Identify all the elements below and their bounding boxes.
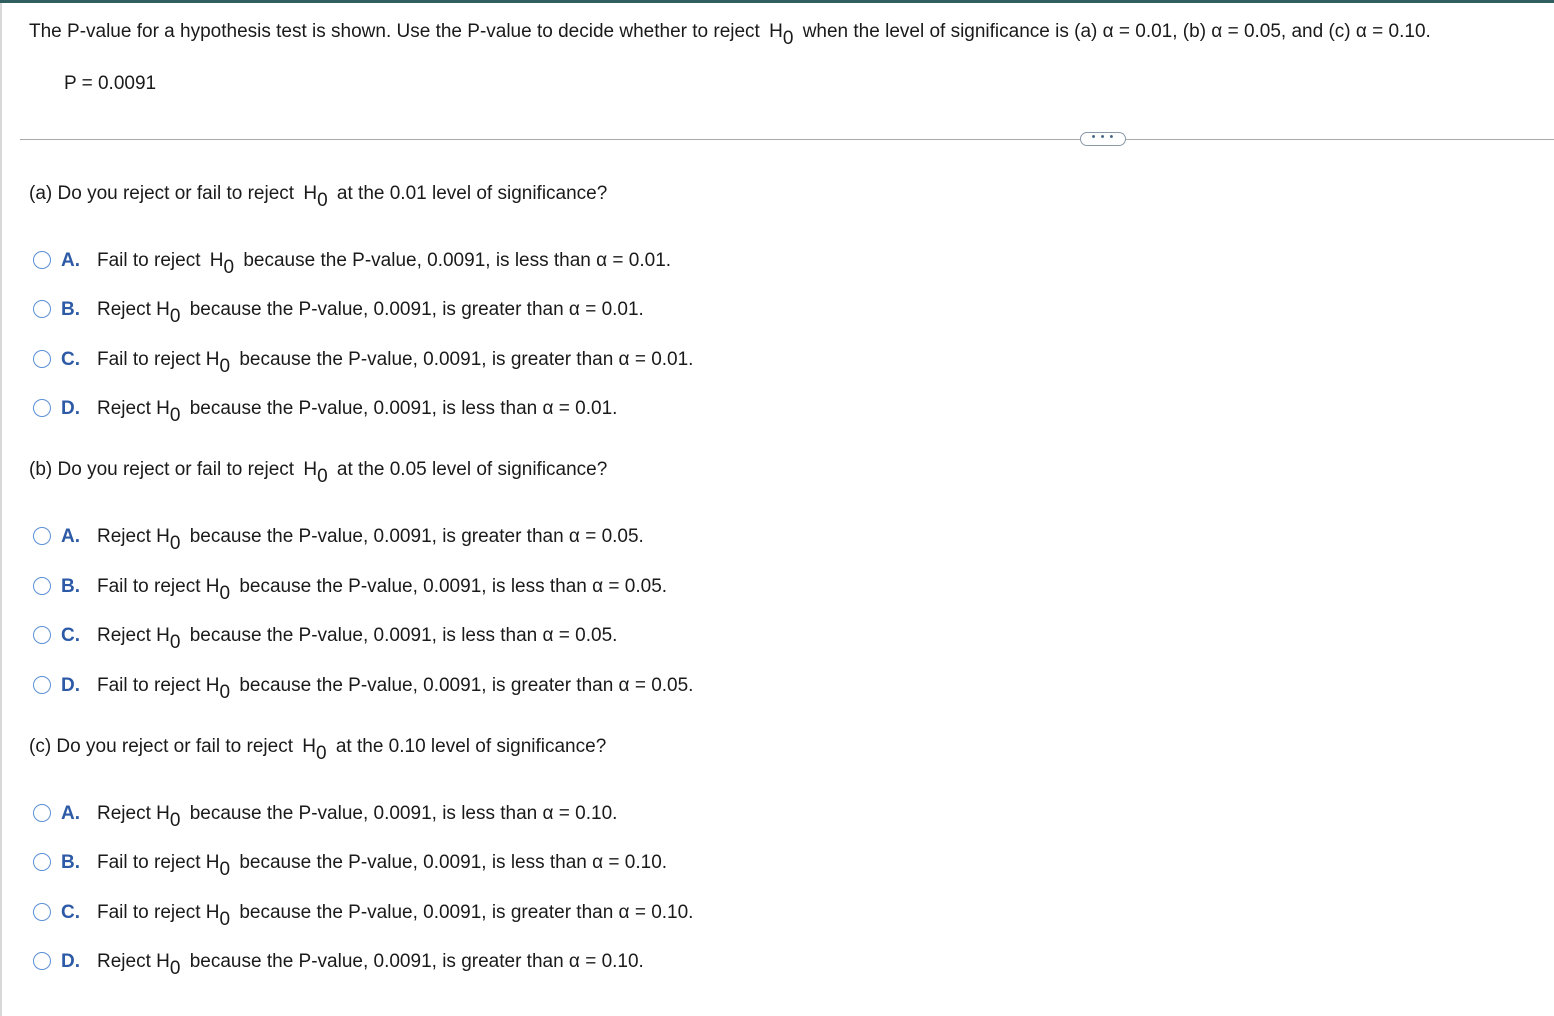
option-letter: A. xyxy=(61,526,80,547)
option-text: Fail to reject H0 because the P-value, 0.0091, is less than α = 0.05. xyxy=(97,576,668,604)
h0-symbol: H0 xyxy=(302,736,327,764)
h0-symbol: H0 xyxy=(303,459,328,487)
option-text: Reject H0 because the P-value, 0.0091, is less than α = 0.05. xyxy=(97,625,618,653)
radio-button[interactable] xyxy=(33,300,51,318)
h0-symbol: H0 xyxy=(303,183,328,211)
question-stem xyxy=(29,20,1431,49)
given-p-value: P = 0.0091 xyxy=(64,73,157,94)
radio-button[interactable] xyxy=(33,676,51,694)
option-letter: C. xyxy=(61,902,80,923)
part-c-prompt: (c) Do you reject or fail to reject H0 at the 0.10 level of significance? xyxy=(29,736,607,764)
radio-button[interactable] xyxy=(33,853,51,871)
option-text: Fail to reject H0 because the P-value, 0.0091, is less than α = 0.01. xyxy=(97,250,672,278)
option-letter: A. xyxy=(61,250,80,271)
option-letter: B. xyxy=(61,299,80,320)
option-text: Reject H0 because the P-value, 0.0091, is greater than α = 0.10. xyxy=(97,951,644,979)
radio-button[interactable] xyxy=(33,804,51,822)
radio-button[interactable] xyxy=(33,527,51,545)
top-accent-bar xyxy=(0,0,1554,3)
radio-button[interactable] xyxy=(33,626,51,644)
option-letter: D. xyxy=(61,675,80,696)
question-outro: when the level of significance is (a) α = 0.01, (b) α = 0.05, and (c) α = 0.10. xyxy=(802,21,1431,42)
h0-symbol: H0 xyxy=(769,21,794,49)
option-text: Reject H0 because the P-value, 0.0091, is less than α = 0.01. xyxy=(97,398,618,426)
radio-button[interactable] xyxy=(33,903,51,921)
left-edge-border xyxy=(0,3,2,1016)
part-b-prompt: (b) Do you reject or fail to reject H0 at the 0.05 level of significance? xyxy=(29,459,608,487)
option-text: Fail to reject H0 because the P-value, 0.0091, is greater than α = 0.01. xyxy=(97,349,694,377)
radio-button[interactable] xyxy=(33,251,51,269)
option-letter: D. xyxy=(61,951,80,972)
radio-button[interactable] xyxy=(33,350,51,368)
radio-button[interactable] xyxy=(33,577,51,595)
option-letter: B. xyxy=(61,576,80,597)
option-letter: A. xyxy=(61,803,80,824)
option-text: Fail to reject H0 because the P-value, 0.0091, is greater than α = 0.10. xyxy=(97,902,694,930)
option-letter: D. xyxy=(61,398,80,419)
option-text: Reject H0 because the P-value, 0.0091, is less than α = 0.10. xyxy=(97,803,618,831)
radio-button[interactable] xyxy=(33,952,51,970)
more-options-button[interactable]: • • • xyxy=(1080,132,1126,146)
option-letter: B. xyxy=(61,852,80,873)
section-divider xyxy=(20,139,1554,140)
radio-button[interactable] xyxy=(33,399,51,417)
option-text: Reject H0 because the P-value, 0.0091, is greater than α = 0.01. xyxy=(97,299,644,327)
option-letter: C. xyxy=(61,349,80,370)
part-a-prompt: (a) Do you reject or fail to reject H0 at the 0.01 level of significance? xyxy=(29,183,608,211)
question-intro: The P-value for a hypothesis test is shown. Use the P-value to decide whether to reject xyxy=(29,21,760,42)
option-text: Fail to reject H0 because the P-value, 0.0091, is greater than α = 0.05. xyxy=(97,675,694,703)
option-text: Fail to reject H0 because the P-value, 0.0091, is less than α = 0.10. xyxy=(97,852,668,880)
option-text: Reject H0 because the P-value, 0.0091, is greater than α = 0.05. xyxy=(97,526,644,554)
option-letter: C. xyxy=(61,625,80,646)
